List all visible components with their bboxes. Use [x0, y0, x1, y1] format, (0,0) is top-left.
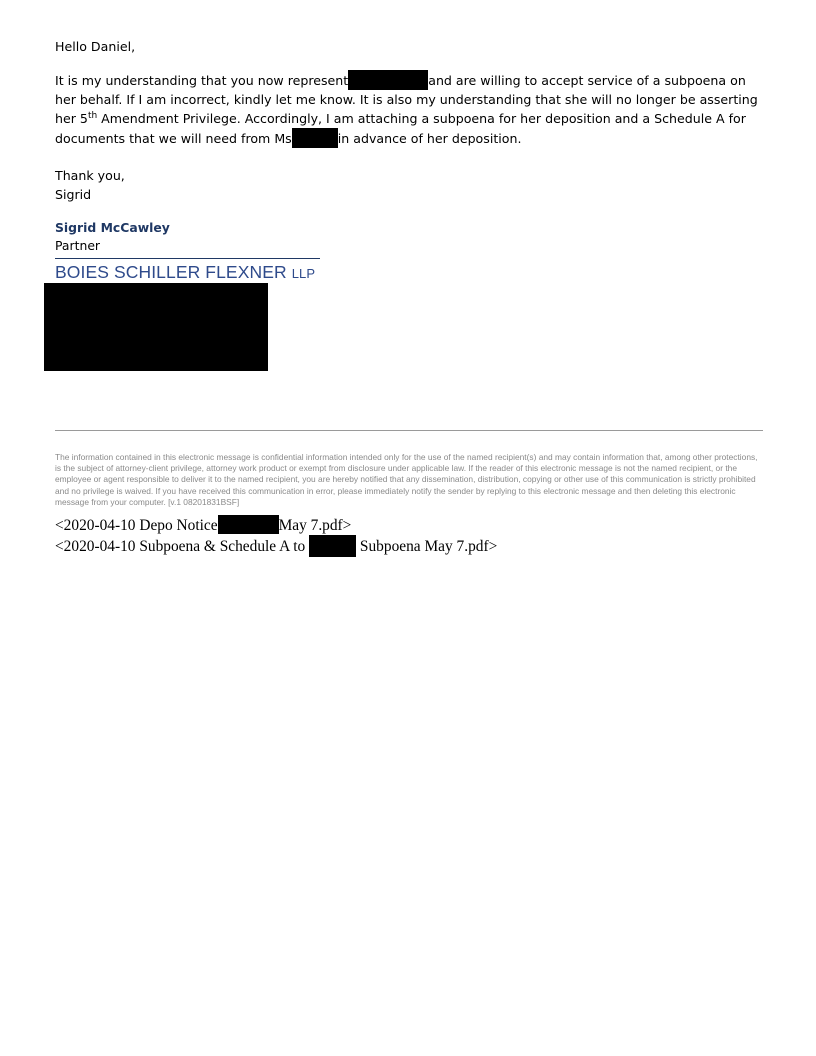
email-greeting: Hello Daniel, [55, 39, 136, 54]
confidentiality-disclaimer: The information contained in this electronic message is confidential information intended only for the use of the named recipient(s) and may contain information that, among other protections, is the subject of attorney-client privilege, attorney work product or exempt from disclosure under applicable law. If the reader of this electronic message is not the named recipient, or the employee or agent responsible to deliver it to the named recipient, you are hereby notified that any dissemination, distribution, copying or other use of this communication is strictly prohibited and no privilege is waived. If you have received this communication in error, please immediately notify the sender by replying to this electronic message and then deleting this electronic message from your computer. [v.1 08201831BSF] [55, 452, 758, 507]
body-text-1: It is my understanding that you now represent [55, 73, 349, 88]
redaction-block [44, 283, 268, 371]
attachment-name-prefix: <2020-04-10 Depo Notice [55, 517, 218, 534]
signature-name: Sigrid McCawley [55, 220, 170, 235]
email-closing [55, 166, 770, 204]
firm-name: BOIES SCHILLER FLEXNER [55, 262, 287, 282]
signature-divider [55, 258, 320, 259]
body-superscript: th [87, 110, 98, 121]
disclaimer-divider [55, 430, 763, 431]
closing-line: Thank you, [55, 168, 125, 183]
body-text-3: Amendment Privilege. Accordingly, I am attaching a subpoena for her deposition and a Schedule A for documents that we will need from Ms [55, 111, 746, 146]
attachment-name-suffix: May 7.pdf> [278, 517, 352, 534]
closing-signoff: Sigrid [55, 187, 92, 202]
body-text-2: and are willing to accept service of a subpoena on her behalf. If I am incorrect, kindly let me know. It is also my understanding that she will no longer be asserting her 5 [55, 73, 758, 126]
redaction-box [292, 128, 338, 148]
attachment-link[interactable] [55, 535, 497, 557]
attachment-name-prefix: <2020-04-10 Subpoena & Schedule A to [55, 538, 310, 555]
redaction-box [218, 515, 279, 534]
email-body [55, 70, 767, 148]
attachment-name-suffix: Subpoena May 7.pdf> [359, 538, 498, 555]
attachment-link[interactable] [55, 515, 351, 536]
redaction-box [348, 70, 428, 90]
firm-logo-text [55, 262, 315, 283]
signature-title: Partner [55, 238, 101, 253]
body-text-4: in advance of her deposition. [337, 131, 522, 146]
redaction-box [309, 535, 356, 557]
firm-suffix: LLP [291, 266, 316, 281]
